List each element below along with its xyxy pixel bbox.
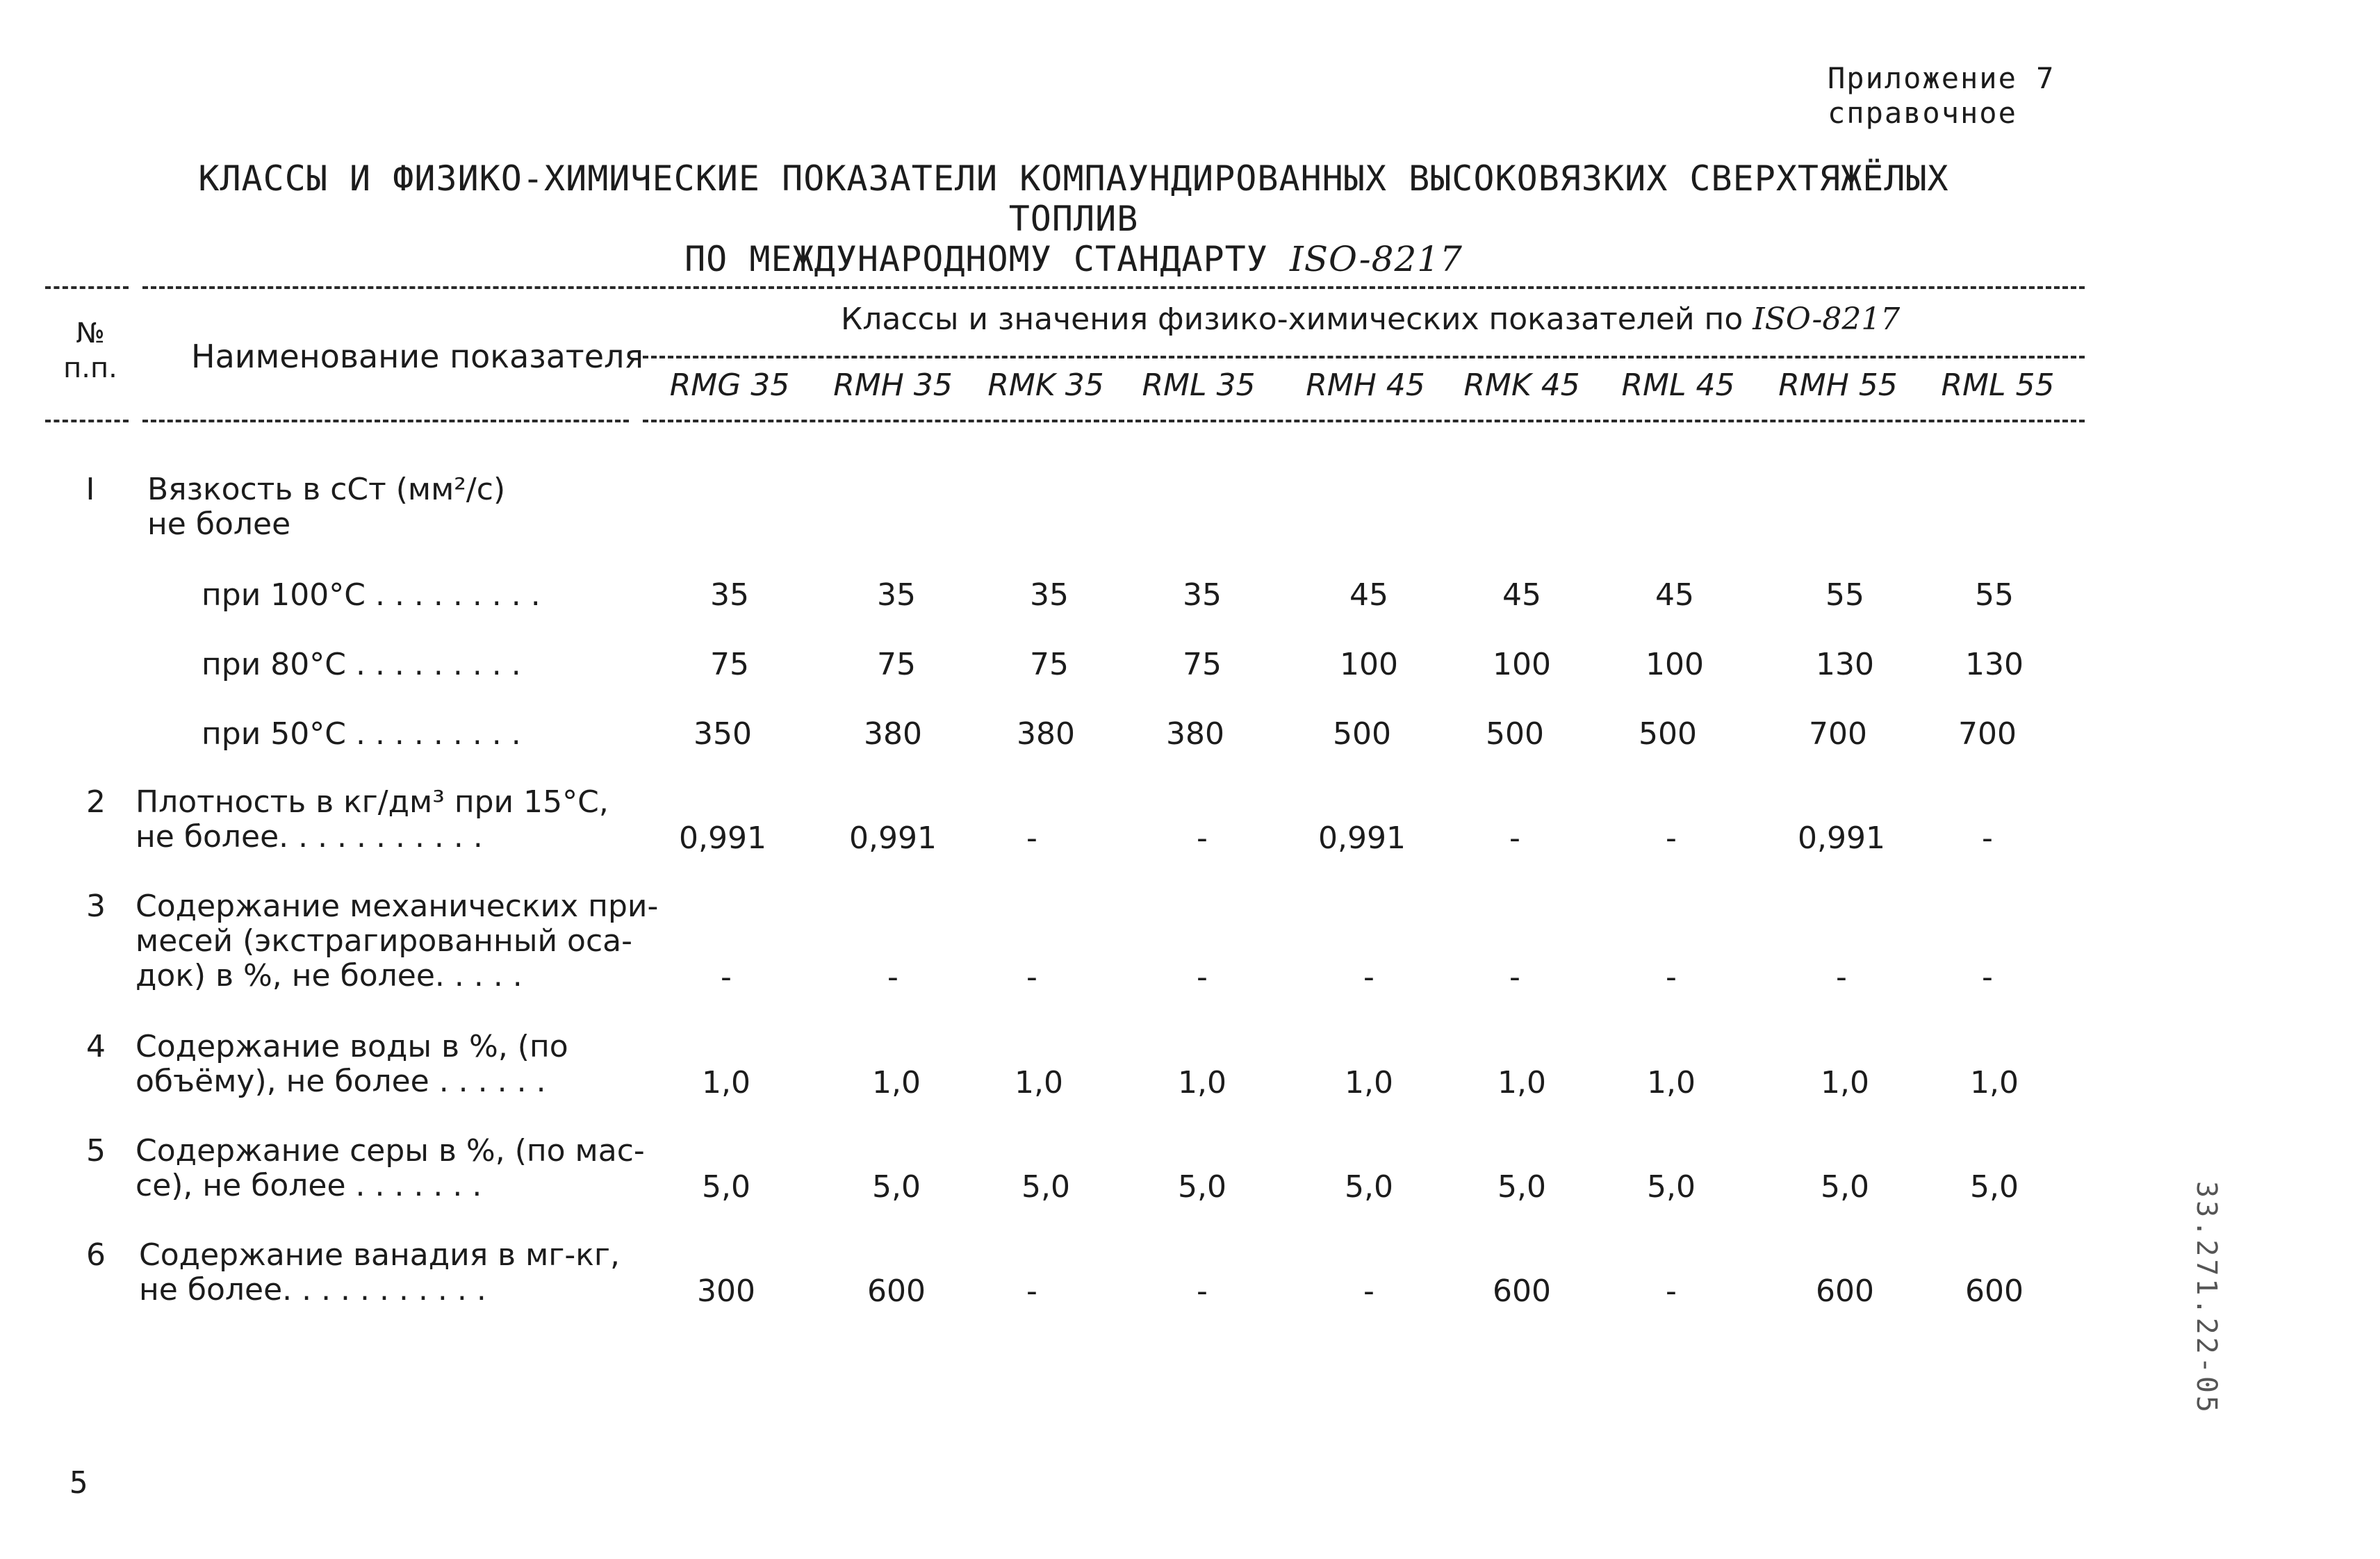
sub-indicator-50c: при 50°С . . . . . . . . . <box>202 716 521 752</box>
table-cell: 5,0 <box>1647 1169 1696 1205</box>
table-cell: 130 <box>1965 647 2024 682</box>
table-cell: 1,0 <box>702 1065 750 1100</box>
table-cell: - <box>1666 820 1677 856</box>
table-cell: - <box>1982 820 1993 856</box>
column-group-header <box>841 302 1900 337</box>
table-cell: 35 <box>1030 577 1069 613</box>
table-cell: 100 <box>1340 647 1398 682</box>
indicator-name-line: объёму), не более . . . . . . <box>136 1064 546 1099</box>
table-cell: 0,991 <box>1318 820 1406 856</box>
table-cell: 600 <box>1493 1273 1551 1309</box>
table-top-rule-left <box>45 286 129 289</box>
class-header-rmk35: RMK 35 <box>987 368 1104 403</box>
indicator-name-impurities <box>136 889 658 993</box>
table-cell: - <box>1026 820 1037 856</box>
table-cell: 600 <box>1816 1273 1874 1309</box>
indicator-name-line: се), не более . . . . . . . <box>136 1168 482 1203</box>
table-cell: - <box>1509 820 1520 856</box>
annex-line-1: Приложение 7 <box>1828 61 2055 95</box>
table-cell: 500 <box>1486 716 1544 752</box>
table-cell: - <box>1836 959 1847 995</box>
row-number: 5 <box>86 1133 106 1169</box>
table-cell: - <box>1363 1273 1374 1309</box>
table-cell: 1,0 <box>1178 1065 1226 1100</box>
indicator-name-line: Содержание механических при- <box>136 889 659 924</box>
column-header-number-sign: № <box>76 317 105 349</box>
table-cell: 35 <box>1183 577 1222 613</box>
class-header-rml35: RML 35 <box>1142 368 1256 403</box>
table-cell: 100 <box>1646 647 1704 682</box>
table-cell: 55 <box>1825 577 1864 613</box>
table-cell: 1,0 <box>1970 1065 2019 1100</box>
annex-line-2: справочное <box>1828 96 2017 130</box>
table-cell: 75 <box>877 647 916 682</box>
header-bottom-rule-name <box>142 420 629 422</box>
row-number: 6 <box>86 1237 106 1273</box>
table-cell: 1,0 <box>1345 1065 1393 1100</box>
table-cell: 5,0 <box>872 1169 921 1205</box>
row-number: 4 <box>86 1029 106 1064</box>
indicator-name-line: месей (экстрагированный оса- <box>136 923 632 959</box>
indicator-name-line: не более. . . . . . . . . . . <box>139 1272 486 1308</box>
table-cell: 1,0 <box>1647 1065 1696 1100</box>
indicator-name-sulfur <box>136 1134 645 1203</box>
table-cell: 75 <box>1030 647 1069 682</box>
table-cell: 380 <box>1017 716 1075 752</box>
table-cell: - <box>1026 959 1037 995</box>
table-cell: 35 <box>877 577 916 613</box>
indicator-name-vanadium <box>139 1238 620 1308</box>
indicator-name-line: Содержание серы в %, (по мас- <box>136 1133 645 1169</box>
table-cell: 100 <box>1493 647 1551 682</box>
indicator-name-line: не более <box>147 506 291 542</box>
table-cell: - <box>1026 1273 1037 1309</box>
table-cell: 5,0 <box>702 1169 750 1205</box>
table-cell: 45 <box>1655 577 1694 613</box>
header-bottom-rule <box>643 420 2085 422</box>
indicator-name-density <box>136 785 609 855</box>
class-header-rml55: RML 55 <box>1941 368 2055 403</box>
table-cell: 1,0 <box>1015 1065 1063 1100</box>
table-cell: 600 <box>867 1273 926 1309</box>
table-cell: 5,0 <box>1021 1169 1070 1205</box>
title-standard: ISO-8217 <box>1289 239 1463 279</box>
table-cell: - <box>1363 959 1374 995</box>
table-cell: 5,0 <box>1497 1169 1546 1205</box>
table-cell: 35 <box>710 577 749 613</box>
table-cell: - <box>1197 959 1208 995</box>
column-header-indicator: Наименование показателя <box>191 338 644 375</box>
indicator-name-line: Плотность в кг/дм³ при 15°С, <box>136 784 609 820</box>
column-group-header-text: Классы и значения физико-химических показателей по <box>841 302 1743 337</box>
table-cell: 300 <box>697 1273 755 1309</box>
column-header-number <box>42 316 139 386</box>
sub-indicator-80c: при 80°С . . . . . . . . . <box>202 647 521 682</box>
table-cell: 1,0 <box>872 1065 921 1100</box>
table-cell: - <box>1197 1273 1208 1309</box>
indicator-name-line: Вязкость в сСт (мм²/с) <box>147 472 506 507</box>
table-cell: 0,991 <box>1798 820 1885 856</box>
table-cell: 5,0 <box>1345 1169 1393 1205</box>
indicator-name-line: Содержание ванадия в мг-кг, <box>139 1237 620 1273</box>
class-header-rmk45: RMK 45 <box>1463 368 1580 403</box>
table-top-rule <box>142 286 2085 289</box>
indicator-name-line: док) в %, не более. . . . . <box>136 958 523 993</box>
title-line-2-prefix: ПО МЕЖДУНАРОДНОМУ СТАНДАРТУ <box>684 239 1268 279</box>
class-header-rml45: RML 45 <box>1621 368 1735 403</box>
table-cell: 45 <box>1349 577 1388 613</box>
row-number: 2 <box>86 784 106 820</box>
row-number: I <box>85 472 95 507</box>
table-cell: 500 <box>1333 716 1391 752</box>
table-cell: 5,0 <box>1821 1169 1869 1205</box>
table-cell: 130 <box>1816 647 1874 682</box>
table-cell: 5,0 <box>1178 1169 1226 1205</box>
indicator-name-viscosity <box>147 472 505 542</box>
document-code: 33.271.22-05 <box>2190 1181 2222 1415</box>
table-cell: 5,0 <box>1970 1169 2019 1205</box>
table-cell: - <box>1982 959 1993 995</box>
sub-indicator-100c: при 100°С . . . . . . . . . <box>202 577 541 613</box>
column-header-number-abbr: п.п. <box>63 352 117 384</box>
table-cell: 75 <box>1183 647 1222 682</box>
class-header-rmh45: RMH 45 <box>1306 368 1425 403</box>
class-header-rmh55: RMH 55 <box>1778 368 1898 403</box>
table-cell: 700 <box>1809 716 1867 752</box>
table-cell: 0,991 <box>679 820 766 856</box>
indicator-name-line: не более. . . . . . . . . . . <box>136 819 483 855</box>
table-cell: - <box>721 959 732 995</box>
class-header-rmg35: RMG 35 <box>669 368 790 403</box>
table-cell: - <box>1509 959 1520 995</box>
table-cell: 600 <box>1965 1273 2024 1309</box>
table-cell: 380 <box>864 716 922 752</box>
table-cell: 500 <box>1639 716 1697 752</box>
column-group-standard: ISO-8217 <box>1753 302 1901 337</box>
table-cell: 45 <box>1502 577 1541 613</box>
document-title <box>163 158 1984 279</box>
header-bottom-rule-left <box>45 420 129 422</box>
table-cell: 700 <box>1958 716 2017 752</box>
class-header-rmh35: RMH 35 <box>833 368 953 403</box>
table-cell: - <box>1666 959 1677 995</box>
table-cell: 1,0 <box>1821 1065 1869 1100</box>
page-number: 5 <box>69 1465 88 1501</box>
table-cell: - <box>1666 1273 1677 1309</box>
row-number: 3 <box>86 889 106 924</box>
table-cell: - <box>1197 820 1208 856</box>
group-header-rule <box>643 356 2085 358</box>
annex-label <box>1828 61 2055 131</box>
table-cell: 350 <box>694 716 752 752</box>
indicator-name-water <box>136 1030 568 1099</box>
title-line-1: КЛАССЫ И ФИЗИКО-ХИМИЧЕСКИЕ ПОКАЗАТЕЛИ КОМПАУНДИРОВАННЫХ ВЫСОКОВЯЗКИХ СВЕРХТЯЖЁЛЫХ ТОПЛИВ <box>198 158 1949 239</box>
table-cell: - <box>887 959 898 995</box>
table-cell: 380 <box>1166 716 1224 752</box>
table-cell: 0,991 <box>849 820 937 856</box>
table-cell: 1,0 <box>1497 1065 1546 1100</box>
indicator-name-line: Содержание воды в %, (по <box>136 1029 568 1064</box>
table-cell: 75 <box>710 647 749 682</box>
title-line-2 <box>163 239 1984 279</box>
table-cell: 55 <box>1975 577 2014 613</box>
